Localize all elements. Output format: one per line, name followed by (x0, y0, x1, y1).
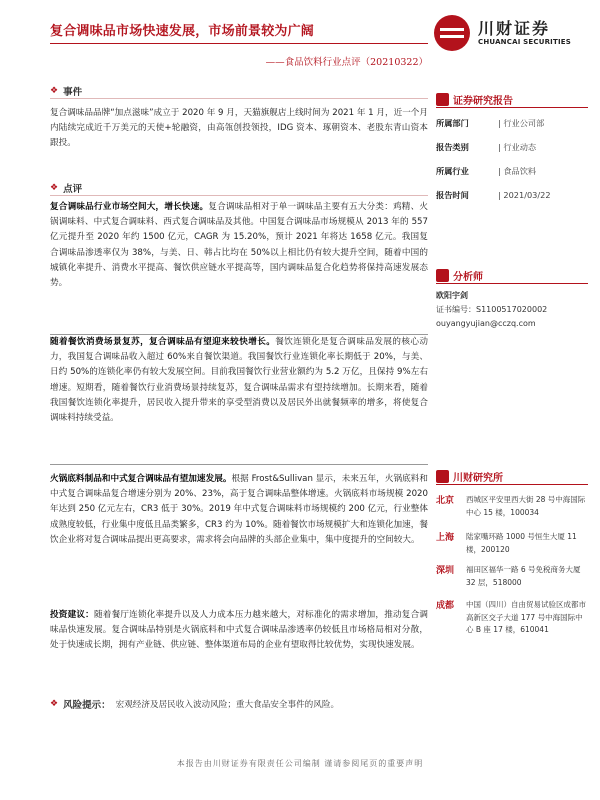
diamond-icon: ❖ (50, 699, 59, 709)
analyst-heading (436, 268, 483, 283)
brand-logo-mark (434, 15, 470, 51)
paragraph-body: 餐饮连锁化是复合调味品发展的核心动力，我国复合调味品收入超过 60%来自餐饮渠道。我国餐饮行业连锁化率长期低于 20%，与美、日约 50%的连锁化率仍有较大发展空间。目前我国餐饮行业营业额约为 5.2 万亿，且保持 9%左右增速。短期看，随着餐饮行业消费场景持续复苏，复合调味品需求有望持续增加。长期来看，随着我国餐饮连锁化率提升，居民收入提升带来的享受型消费以及居民外出就餐频率的增多，将使复合调味料持续受益。 (50, 337, 428, 424)
side-divider (436, 283, 588, 284)
paragraph-body: 根据 Frost&Sullivan 显示，未来五年，火锅底料和中式复合调味品复合增速分别为 20%、23%，高于复合调味品整体增速。火锅底料市场规模 2020 年达到 250 亿元左右，CR3 低于 30%。2019 年中式复合调味料市场规模约 200 亿元，行业整体成熟度较低，行业集中度低且品类繁多，CR3 约为 10%。随着餐饮市场规模扩大和连锁化加速，餐饮企业将对复合调味品提出更高要求，需求将会向品牌的头部企业集中，集中度提升的空间较大。 (50, 474, 428, 545)
brand-logo (434, 12, 574, 52)
report-info-heading (436, 92, 513, 107)
risk-text: 宏观经济及居民收入波动风险；重大食品安全事件的风险。 (115, 700, 340, 710)
analyst-email[interactable]: ouyangyujian@cczq.com (436, 319, 536, 328)
paragraph-lead: 投资建议： (50, 610, 94, 620)
info-value: | 2021/03/22 (498, 190, 551, 200)
event-heading-label: 事件 (63, 87, 83, 98)
city-address: 陆家嘴环路 1000 号恒生大厦 11 楼，200120 (466, 532, 577, 554)
title-rule (50, 43, 428, 44)
brand-name-en: CHUANCAI SECURITIES (478, 38, 571, 46)
city-address: 西城区平安里西大街 28 号中海国际中心 15 楼，100034 (466, 495, 586, 517)
page-footer: 本报告由川财证券有限责任公司编制 谨请参阅尾页的重要声明 (176, 759, 424, 768)
comment-paragraph-2 (50, 335, 428, 426)
paragraph-divider (50, 464, 428, 465)
info-value: | 行业动态 (498, 142, 537, 152)
city-label: 成都 (436, 601, 455, 611)
report-info-heading-label: 证券研究报告 (453, 96, 513, 107)
info-key: 所属部门 (436, 118, 469, 128)
event-paragraph: 复合调味品品牌“加点滋味”成立于 2020 年 9 月，天猫旗舰店上线时间为 2021 年 1 月，近一个月内陆续完成近千万美元的天使+轮融资，由高瓴创投领投，IDG 资本、琢朝资本、老股东青山资本跟投。 (50, 108, 428, 149)
comment-heading-label: 点评 (63, 184, 83, 195)
city-address: 福田区福华一路 6 号免税商务大厦 32 层，518000 (466, 565, 581, 587)
analyst-heading-label: 分析师 (453, 272, 483, 283)
page-title: 复合调味品市场快速发展，市场前景较为广阔 (50, 24, 315, 39)
section-divider (50, 195, 428, 196)
info-key: 所属行业 (436, 166, 469, 176)
paragraph-lead: 火锅底料制品和中式复合调味品有望加速发展。 (50, 474, 232, 484)
info-row (436, 190, 588, 201)
info-row (436, 166, 588, 177)
info-row (436, 118, 588, 129)
info-value: | 行业公司部 (498, 118, 545, 128)
brand-name-cn: 川财证券 (478, 19, 551, 38)
info-value: | 食品饮料 (498, 166, 537, 176)
city-address: 中国（四川）自由贸易试验区成都市高新区交子大道 177 号中海国际中心 B 座 17 楼，610041 (466, 600, 586, 634)
analyst-cert: 证书编号：S1100517020002 (436, 305, 548, 314)
info-key: 报告类别 (436, 142, 469, 152)
building-icon (436, 470, 449, 483)
info-key: 报告时间 (436, 190, 469, 200)
city-label: 北京 (436, 496, 455, 506)
analyst-name: 欧阳宇剑 (436, 291, 468, 300)
comment-paragraph-3 (50, 472, 428, 548)
institute-heading-label: 川财研究所 (453, 473, 503, 484)
risk-line (50, 697, 339, 711)
risk-heading: 风险提示： (63, 700, 111, 711)
investment-advice-paragraph (50, 608, 428, 654)
paragraph-lead: 复合调味品行业市场空间大，增长快速。 (50, 202, 209, 212)
paragraph-body: 复合调味品相对于单一调味品主要有五大分类：鸡精、火锅调味料、中式复合调味料、西式复合调味品及其他。中国复合调味品市场规模从 2013 年的 557 亿元提升至 2020 年约 1500 亿元，CAGR 为 15.20%，预计 2021 年将达 1658 亿元。我国复合调味品渗透率仅为 38%，与美、日、韩占比均在 50%以上相比仍有较大提升空间，随着中国的城镇化率提升、消费水平提高、餐饮供应链水平提高等，国内调味品复合化趋势将保持高速发展态势。 (50, 202, 428, 289)
paragraph-lead: 随着餐饮消费场景复苏，复合调味品有望迎来较快增长。 (50, 337, 276, 347)
paragraph-body: 随着餐厅连锁化率提升以及人力成本压力越来越大，对标准化的需求增加，推动复合调味品快速发展。复合调味品特别是火锅底料和中式复合调味品渗透率仍较低且市场格局相对分散，处于快速成长期，拥有产业链、供应链、整体渠道布局的企业有望取得比较优势，实现快速发展。 (50, 610, 428, 651)
person-icon (436, 269, 449, 282)
city-label: 深圳 (436, 566, 455, 576)
city-label: 上海 (436, 533, 455, 543)
section-divider (50, 98, 428, 99)
side-divider (436, 484, 588, 485)
event-heading (50, 84, 82, 98)
page-subtitle: ——食品饮料行业点评（20210322） (265, 57, 428, 68)
comment-paragraph-1 (50, 200, 428, 291)
info-row (436, 142, 588, 153)
report-icon (436, 93, 449, 106)
institute-heading (436, 469, 503, 484)
diamond-icon: ❖ (50, 183, 59, 193)
diamond-icon: ❖ (50, 86, 59, 96)
comment-heading (50, 181, 82, 195)
side-divider (436, 107, 588, 108)
